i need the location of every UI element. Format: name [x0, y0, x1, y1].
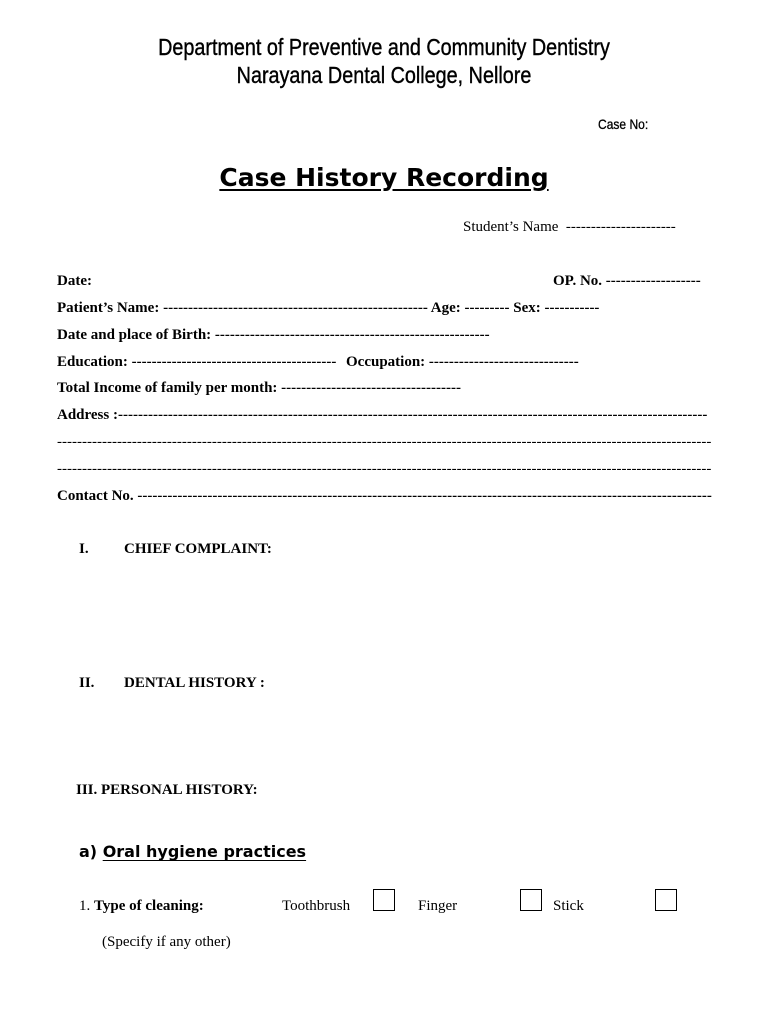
- address-line-2[interactable]: -----------------------------------------------------------------------------------------------------------------------------------: [57, 434, 712, 450]
- age-label: Age:: [430, 300, 461, 316]
- occupation-field[interactable]: ------------------------------: [428, 354, 579, 370]
- occupation-label: Occupation:: [346, 354, 426, 370]
- option-finger-label: Finger: [418, 898, 458, 914]
- cleaning-item-number: 1.: [79, 898, 91, 914]
- age-field[interactable]: ---------: [464, 300, 510, 316]
- oral-hygiene-prefix: a): [79, 842, 98, 861]
- option-stick-label: Stick: [553, 898, 584, 914]
- option-toothbrush-label: Toothbrush: [282, 898, 351, 914]
- date-label: Date:: [57, 273, 92, 289]
- address-line-3[interactable]: -----------------------------------------------------------------------------------------------------------------------------------: [57, 461, 712, 477]
- op-no-field[interactable]: -------------------: [605, 273, 701, 289]
- address-field[interactable]: ----------------------------------------------------------------------------------------------------------------------: [117, 407, 708, 423]
- patient-name-field[interactable]: -----------------------------------------------------: [163, 300, 428, 316]
- student-name-field[interactable]: ----------------------: [565, 219, 676, 235]
- education-row: [57, 354, 336, 371]
- contact-row: [57, 488, 719, 505]
- cleaning-type-row: [79, 898, 204, 915]
- cleaning-type-label: Type of cleaning:: [94, 898, 204, 914]
- contact-field[interactable]: -------------------------------------------------------------------------------------------------------------------: [137, 488, 712, 504]
- dental-history-heading: DENTAL HISTORY :: [124, 675, 265, 691]
- birth-field[interactable]: -------------------------------------------------------: [214, 327, 490, 343]
- op-no-row: [553, 273, 701, 290]
- sex-label: Sex:: [513, 300, 541, 316]
- op-no-label: OP. No.: [553, 273, 603, 289]
- section-2-number: II.: [79, 675, 95, 691]
- income-field[interactable]: ------------------------------------: [281, 380, 461, 396]
- case-no-label: Case No:: [598, 116, 649, 132]
- page-title: Case History Recording: [219, 163, 549, 192]
- occupation-row: [346, 354, 579, 371]
- chief-complaint-heading: CHIEF COMPLAINT:: [124, 541, 272, 557]
- patient-name-label: Patient’s Name:: [57, 300, 160, 316]
- specify-other-note: (Specify if any other): [102, 934, 231, 950]
- option-finger-checkbox[interactable]: [520, 889, 542, 911]
- address-label: Address :: [57, 407, 118, 423]
- education-field[interactable]: -----------------------------------------: [131, 354, 337, 370]
- section-1-number: I.: [79, 541, 89, 557]
- student-name-label: Student’s Name: [463, 219, 559, 235]
- income-label: Total Income of family per month:: [57, 380, 278, 396]
- contact-label: Contact No.: [57, 488, 134, 504]
- income-row: [57, 380, 461, 397]
- birth-row: [57, 327, 490, 344]
- oral-hygiene-title: Oral hygiene practices: [102, 842, 307, 861]
- birth-label: Date and place of Birth:: [57, 327, 212, 343]
- personal-history-heading: III. PERSONAL HISTORY:: [76, 782, 258, 798]
- option-toothbrush-checkbox[interactable]: [373, 889, 395, 911]
- student-name-row: [463, 219, 676, 236]
- option-stick-checkbox[interactable]: [655, 889, 677, 911]
- sex-field[interactable]: -----------: [544, 300, 600, 316]
- address-row: [57, 407, 720, 424]
- education-label: Education:: [57, 354, 128, 370]
- college-heading: Narayana Dental College, Nellore: [236, 62, 532, 88]
- patient-row: [57, 300, 599, 317]
- oral-hygiene-heading: [79, 842, 306, 861]
- department-heading: Department of Preventive and Community Dentistry: [158, 34, 610, 60]
